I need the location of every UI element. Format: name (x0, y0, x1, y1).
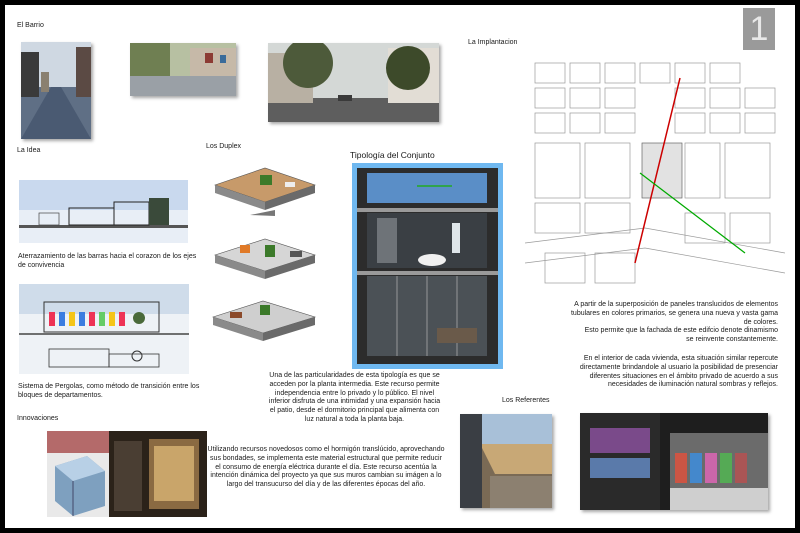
section-title-innovaciones: Innovaciones (17, 415, 59, 422)
section-title-barrio: El Barrio (17, 22, 44, 29)
tipologia-render-frame (352, 163, 503, 369)
paneles-text-1: A partir de la superposición de paneles translucidos de elementos tubulares en colores primarios, se genera una nueva y vasta gama de colores. (570, 301, 778, 326)
translucent-concrete-wall-photo (109, 431, 207, 517)
idea-sketch-section (19, 180, 188, 243)
section-title-implantacion: La Implantacion (468, 39, 518, 46)
referente-photo-1 (460, 414, 552, 508)
street-photo-3 (268, 43, 439, 122)
section-title-referentes: Los Referentes (502, 397, 550, 404)
innovaciones-body-text: Utilizando recursos novedosos como el hormigón translúcido, aprovechando sus bondades, se implementa este material estructural que permite reducir el consumo de energía eléctrica durante el día. Este recurso acentúa la intención dinámica del proyecto ya que sus muros cambian su imágen a lo largo del transucurso del día y de las diferentes épocas del año. (207, 446, 445, 488)
section-title-duplex: Los Duplex (206, 143, 242, 150)
section-title-idea: La Idea (17, 147, 41, 154)
section-title-tipologia: Tipología del Conjunto (350, 150, 435, 160)
street-photo-1 (21, 42, 91, 139)
presentation-sheet (5, 5, 795, 528)
interior-text: En el interior de cada vivienda, esta situación similar repercute directamente brindandole al usuario la posibilidad de presenciar diferentes situaciones en el ámbito privado de acuerdo a sus necesidades de iluminación natural sombras y reflejos. (579, 355, 778, 389)
duplex-axon-3 (205, 297, 320, 342)
page-number-badge: 1 (743, 8, 775, 50)
caption-aterrazamiento: Aterrazamiento de las barras hacia el corazon de los ejes de convivencia (18, 253, 197, 269)
translucent-concrete-cube-photo (47, 431, 109, 517)
duplex-axon-2 (205, 233, 320, 288)
tipologia-body-text: Una de las particularidades de esta tipología es que se acceden por la planta intermedia. Este recurso permite independencia entre lo privado y lo público. El nivel inferior disfruta de una intimidad y una expansión hacia el patio, desde el dormitorio principal que alimenta con luz natural a toda la planta baja. (268, 372, 441, 423)
street-photo-2 (130, 43, 236, 96)
pergola-sketch (19, 284, 189, 374)
referente-photo-2 (580, 413, 768, 510)
duplex-axon-1 (205, 160, 320, 220)
caption-pergolas: Sistema de Pergolas, como método de transición entre los bloques de departamentos. (18, 383, 200, 399)
paneles-text-2: Esto permite que la fachada de este edifcio denote dinamismo se reinvente constantemente. (584, 327, 778, 343)
site-plan (525, 53, 785, 293)
